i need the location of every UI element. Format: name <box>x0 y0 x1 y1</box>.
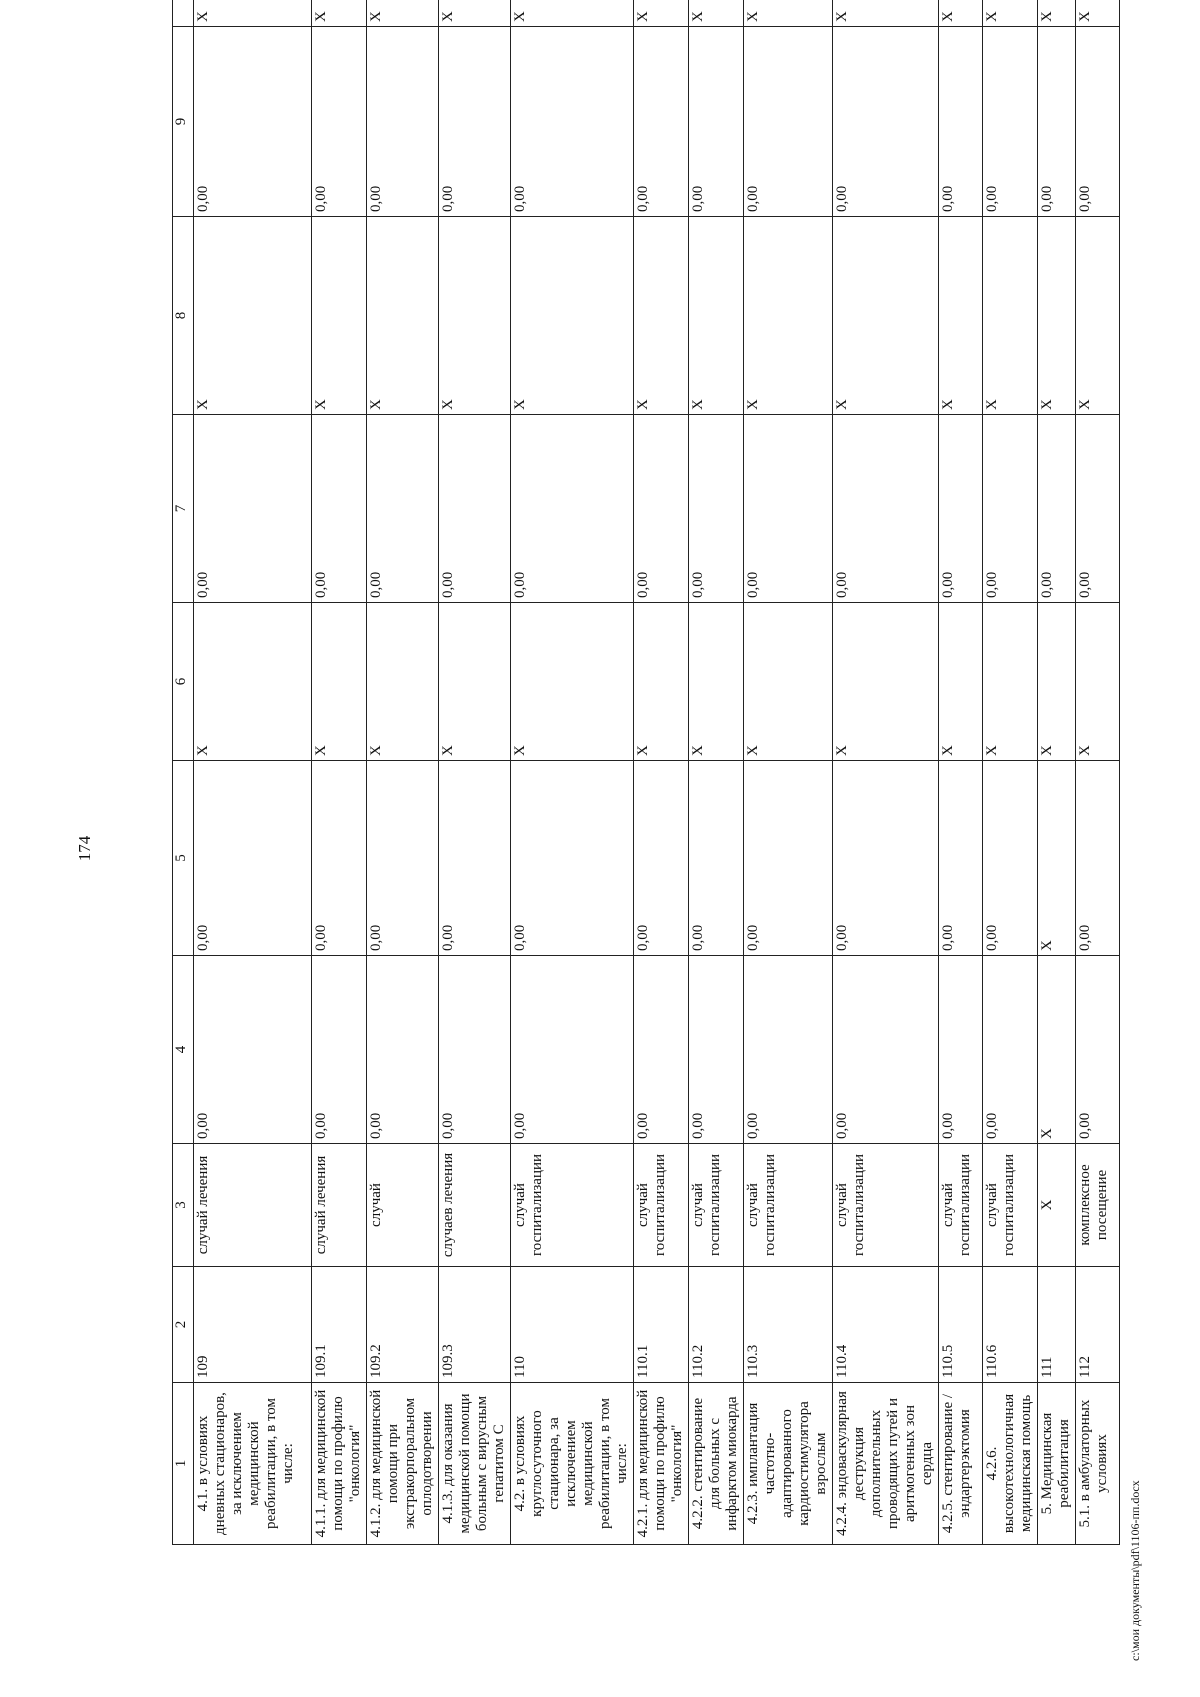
row-unit-cell: случай лечения <box>194 1144 312 1267</box>
value-cell: Х <box>939 217 983 415</box>
row-unit-cell: случай госпитализации <box>939 1144 983 1267</box>
value-cell: 0,00 <box>194 415 312 603</box>
row-unit-cell: случай госпитализации <box>634 1144 689 1267</box>
row-name-cell: 4.2.2. стентирование для больных с инфарктом миокарда <box>689 1383 744 1545</box>
value-cell: 0,00 <box>983 27 1038 217</box>
value-cell: Х <box>312 217 367 415</box>
value-cell: 0,00 <box>833 956 939 1144</box>
row-unit-cell: случай госпитализации <box>744 1144 833 1267</box>
row-code-cell: 109 <box>194 1267 312 1383</box>
value-cell: Х <box>744 217 833 415</box>
row-unit-cell: случаев лечения <box>439 1144 511 1267</box>
value-cell: 0,00 <box>689 27 744 217</box>
value-cell: 0,00 <box>744 956 833 1144</box>
table-row <box>833 0 939 1545</box>
value-cell: Х <box>833 0 939 27</box>
value-cell: 0,00 <box>439 415 511 603</box>
table-row <box>634 0 689 1545</box>
value-cell: Х <box>1076 217 1120 415</box>
row-name-cell: 4.1.1. для медицинской помощи по профилю "онкология" <box>312 1383 367 1545</box>
value-cell: Х <box>634 0 689 27</box>
value-cell: Х <box>939 603 983 761</box>
row-unit-cell: комплексное посещение <box>1076 1144 1120 1267</box>
table-row <box>194 0 312 1545</box>
value-cell: Х <box>367 0 439 27</box>
value-cell: Х <box>1038 217 1076 415</box>
value-cell: 0,00 <box>312 761 367 956</box>
value-cell: 0,00 <box>833 27 939 217</box>
value-cell: Х <box>634 603 689 761</box>
value-cell: 0,00 <box>939 761 983 956</box>
value-cell: Х <box>367 217 439 415</box>
value-cell: Х <box>1076 0 1120 27</box>
value-cell: 0,00 <box>689 956 744 1144</box>
table-row <box>439 0 511 1545</box>
column-header: 8 <box>173 217 194 415</box>
value-cell: 0,00 <box>744 27 833 217</box>
row-unit-cell: случай госпитализации <box>983 1144 1038 1267</box>
value-cell: Х <box>312 0 367 27</box>
value-cell: Х <box>1038 956 1076 1144</box>
row-name-cell: 4.2.3. имплантация частотно-адаптированного кардиостимулятора взрослым <box>744 1383 833 1545</box>
value-cell: 0,00 <box>634 415 689 603</box>
value-cell: 0,00 <box>439 761 511 956</box>
table-row <box>689 0 744 1545</box>
row-unit-cell: случай госпитализации <box>689 1144 744 1267</box>
row-name-cell: 4.2. в условиях круглосуточного стационара, за исключением медицинской реабилитации, в том числе: <box>511 1383 634 1545</box>
row-name-cell: 4.2.6. высокотехнологичная медицинская помощь <box>983 1383 1038 1545</box>
value-cell: 0,00 <box>634 956 689 1144</box>
table-row <box>511 0 634 1545</box>
value-cell: Х <box>744 603 833 761</box>
value-cell: 0,00 <box>439 27 511 217</box>
value-cell: Х <box>1038 603 1076 761</box>
column-header: 4 <box>173 956 194 1144</box>
row-name-cell: 5.1. в амбулаторных условиях <box>1076 1383 1120 1545</box>
value-cell: 0,00 <box>744 761 833 956</box>
table-row <box>983 0 1038 1545</box>
value-cell: 0,00 <box>511 761 634 956</box>
table-row <box>939 0 983 1545</box>
value-cell: Х <box>939 0 983 27</box>
row-code-cell: 110.6 <box>983 1267 1038 1383</box>
value-cell: Х <box>439 0 511 27</box>
value-cell: Х <box>689 0 744 27</box>
data-table <box>172 0 1120 1545</box>
table-row <box>1076 0 1120 1545</box>
value-cell: Х <box>689 603 744 761</box>
value-cell: Х <box>511 217 634 415</box>
row-name-cell: 4.1.2. для медицинской помощи при экстракорпоральном оплодотворении <box>367 1383 439 1545</box>
table-row <box>744 0 833 1545</box>
column-header: 7 <box>173 415 194 603</box>
value-cell: Х <box>833 217 939 415</box>
value-cell: Х <box>439 217 511 415</box>
value-cell: Х <box>194 0 312 27</box>
value-cell: 0,00 <box>1076 27 1120 217</box>
value-cell: 0,00 <box>194 27 312 217</box>
value-cell: Х <box>367 603 439 761</box>
value-cell: Х <box>833 603 939 761</box>
value-cell: Х <box>439 603 511 761</box>
column-header: 1 <box>173 1383 194 1545</box>
value-cell: Х <box>634 217 689 415</box>
value-cell: 0,00 <box>983 415 1038 603</box>
row-code-cell: 109.3 <box>439 1267 511 1383</box>
value-cell: 0,00 <box>689 415 744 603</box>
value-cell: 0,00 <box>194 956 312 1144</box>
row-code-cell: 109.1 <box>312 1267 367 1383</box>
value-cell: Х <box>689 217 744 415</box>
value-cell: 0,00 <box>634 27 689 217</box>
value-cell: 0,00 <box>1076 415 1120 603</box>
table-row <box>1038 0 1076 1545</box>
value-cell: Х <box>1076 603 1120 761</box>
value-cell: 0,00 <box>439 956 511 1144</box>
value-cell: Х <box>744 0 833 27</box>
column-header <box>173 0 194 27</box>
value-cell: 0,00 <box>983 761 1038 956</box>
value-cell: 0,00 <box>511 415 634 603</box>
value-cell: 0,00 <box>1076 956 1120 1144</box>
row-name-cell: 4.2.5. стентирование / эндартерэктомия <box>939 1383 983 1545</box>
value-cell: Х <box>1038 761 1076 956</box>
column-header: 3 <box>173 1144 194 1267</box>
row-code-cell: 110.5 <box>939 1267 983 1383</box>
value-cell: 0,00 <box>939 415 983 603</box>
value-cell: 0,00 <box>1076 761 1120 956</box>
column-header: 6 <box>173 603 194 761</box>
value-cell: 0,00 <box>939 27 983 217</box>
row-code-cell: 110.4 <box>833 1267 939 1383</box>
row-name-cell: 4.1. в условиях дневных стационаров, за исключением медицинской реабилитации, в том числе: <box>194 1383 312 1545</box>
header-row <box>173 0 194 1545</box>
value-cell: 0,00 <box>194 761 312 956</box>
page-number: 174 <box>75 835 94 862</box>
column-header: 9 <box>173 27 194 217</box>
value-cell: Х <box>1038 0 1076 27</box>
value-cell: 0,00 <box>634 761 689 956</box>
table-row <box>367 0 439 1545</box>
row-name-cell: 4.1.3. для оказания медицинской помощи больным с вирусным гепатитом С <box>439 1383 511 1545</box>
value-cell: 0,00 <box>939 956 983 1144</box>
row-name-cell: 5. Медицинская реабилитация <box>1038 1383 1076 1545</box>
value-cell: 0,00 <box>511 956 634 1144</box>
value-cell: 0,00 <box>367 761 439 956</box>
row-code-cell: 110.1 <box>634 1267 689 1383</box>
value-cell: Х <box>511 603 634 761</box>
row-unit-cell: случай <box>367 1144 439 1267</box>
value-cell: 0,00 <box>367 415 439 603</box>
column-header: 5 <box>173 761 194 956</box>
row-code-cell: 111 <box>1038 1267 1076 1383</box>
row-code-cell: 110.2 <box>689 1267 744 1383</box>
value-cell: 0,00 <box>312 956 367 1144</box>
value-cell: 0,00 <box>1038 415 1076 603</box>
value-cell: 0,00 <box>833 415 939 603</box>
value-cell: Х <box>983 603 1038 761</box>
column-header: 2 <box>173 1267 194 1383</box>
value-cell: Х <box>983 217 1038 415</box>
row-unit-cell: случай госпитализации <box>511 1144 634 1267</box>
row-name-cell: 4.2.1. для медицинской помощи по профилю "онкология" <box>634 1383 689 1545</box>
value-cell: 0,00 <box>1038 27 1076 217</box>
value-cell: 0,00 <box>312 415 367 603</box>
value-cell: 0,00 <box>983 956 1038 1144</box>
row-code-cell: 112 <box>1076 1267 1120 1383</box>
row-code-cell: 110.3 <box>744 1267 833 1383</box>
footer-file-path: c:\мои документы\pdf\1106-пп.docx <box>1128 1480 1142 1661</box>
value-cell: Х <box>511 0 634 27</box>
value-cell: 0,00 <box>511 27 634 217</box>
value-cell: 0,00 <box>367 27 439 217</box>
value-cell: Х <box>194 217 312 415</box>
value-cell: 0,00 <box>312 27 367 217</box>
row-code-cell: 109.2 <box>367 1267 439 1383</box>
row-name-cell: 4.2.4. эндоваскулярная деструкция дополнительных проводящих путей и аритмогенных зон сердца <box>833 1383 939 1545</box>
value-cell: Х <box>312 603 367 761</box>
row-unit-cell: случай лечения <box>312 1144 367 1267</box>
value-cell: 0,00 <box>744 415 833 603</box>
row-unit-cell: Х <box>1038 1144 1076 1267</box>
value-cell: Х <box>194 603 312 761</box>
row-unit-cell: случай госпитализации <box>833 1144 939 1267</box>
value-cell: 0,00 <box>689 761 744 956</box>
table-row <box>312 0 367 1545</box>
value-cell: Х <box>983 0 1038 27</box>
value-cell: 0,00 <box>367 956 439 1144</box>
row-code-cell: 110 <box>511 1267 634 1383</box>
value-cell: 0,00 <box>833 761 939 956</box>
